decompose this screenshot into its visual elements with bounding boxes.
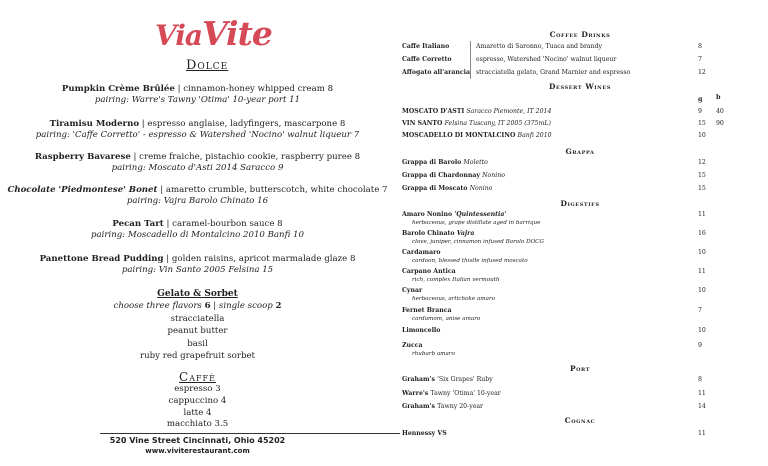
grappa-price: 15 (698, 172, 706, 179)
dessert-desc: | amaretto crumble, butterscotch, white chocolate 7 (160, 185, 388, 195)
dessert-desc: | cinnamon-honey whipped cream 8 (177, 84, 334, 94)
dessert-name: Tiramisu Moderno (49, 119, 140, 129)
wine-row (402, 106, 732, 118)
port-row (402, 388, 732, 400)
wine-glass-price: 9 (698, 108, 702, 115)
dessert-name: Pumpkin Crème Brûlée (61, 84, 175, 94)
grappa-name: Grappa di Chardonnay Nonino (402, 172, 505, 179)
dessert-pairing: pairing: Warre's Tawny 'Otima' 10-year port 11 (94, 95, 301, 105)
port-name: Graham's Tawny 20-year (402, 403, 484, 410)
digestif-name: Carpano Antica (402, 268, 456, 275)
restaurant-website: www.viviterestaurant.com (145, 447, 250, 455)
drink-price: 7 (698, 56, 702, 63)
grappa-price: 15 (698, 185, 706, 192)
digestif-price: 11 (698, 211, 706, 218)
port-row (402, 374, 732, 386)
dessert-name: Pecan Tart (112, 219, 164, 229)
gelato-three-price: 6 (204, 301, 211, 311)
footer-divider (100, 433, 400, 434)
port-heading: Port (569, 364, 591, 373)
digestif-description: herbaceous, grape distillate aged in barrique (412, 220, 541, 226)
drink-price: 12 (698, 69, 706, 76)
grappa-price: 12 (698, 159, 706, 166)
digestif-price: 9 (698, 342, 702, 349)
dolce-heading: Dolce (186, 58, 229, 73)
digestif-description: rich, complex Italian vermouth (412, 277, 500, 283)
dessert-wines-heading: Dessert Wines (549, 82, 611, 91)
gelato-flavor: basil (187, 338, 208, 349)
gelato-single-text: | single scoop (213, 301, 273, 311)
dessert-desc: | espresso anglaise, ladyfingers, mascarpone 8 (141, 119, 346, 129)
coffee-drinks-heading: Coffee Drinks (549, 30, 611, 39)
cognac-heading: Cognac (564, 416, 596, 425)
logo-text-via: Via (155, 19, 203, 52)
dessert-item (0, 152, 395, 174)
cognac-price: 11 (698, 430, 706, 437)
grappa-name: Grappa di Barolo Moletto (402, 159, 488, 166)
digestif-name: Fernet Branca (402, 307, 452, 314)
digestif-description: herbaceous, artichoke amaro (412, 296, 495, 302)
dessert-pairing: pairing: Moscadello di Montalcino 2010 Banfi 10 (91, 230, 304, 240)
restaurant-logo (155, 14, 272, 53)
port-name: Warre's Tawny 'Otima' 10-year (402, 390, 501, 397)
gelato-choose-text: choose three flavors (113, 301, 202, 311)
wine-row (402, 130, 732, 142)
dessert-name: Panettone Bread Pudding (39, 254, 164, 264)
grappa-row (402, 183, 732, 195)
drink-desc: Amaretto di Saronno, Tuaca and brandy (476, 43, 603, 50)
caffe-item: espresso 3 (174, 384, 221, 394)
digestif-price: 11 (698, 268, 706, 275)
caffe-item: latte 4 (183, 407, 212, 418)
wine-row (402, 118, 732, 130)
wine-bottle-price: 40 (716, 108, 724, 115)
dessert-desc: | golden raisins, apricot marmalade glaze 8 (166, 254, 356, 264)
dessert-pairing: pairing: Vin Santo 2005 Felsina 15 (121, 265, 274, 275)
caffe-item: macchiato 3.5 (166, 419, 229, 430)
drink-desc: espresso, Watershed 'Nocino' walnut liqueur (476, 56, 617, 63)
dessert-pairing: pairing: Vajra Barolo Chinato 16 (126, 196, 269, 206)
wine-glass-price: 10 (698, 132, 706, 139)
glass-column-header: g (698, 95, 703, 103)
dessert-item (0, 119, 395, 141)
digestif-description: rhubarb amaro (412, 351, 455, 357)
drink-price: 8 (698, 43, 702, 50)
logo-text-vite: Vite (202, 14, 272, 53)
coffee-drink-row (402, 67, 732, 79)
digestif-name: Cardamaro (402, 249, 441, 256)
digestifs-heading: Digestifs (560, 199, 600, 208)
port-price: 14 (698, 403, 706, 410)
coffee-drink-row (402, 54, 732, 66)
dessert-item (0, 219, 395, 241)
coffee-drink-row (402, 41, 732, 53)
dessert-name: Chocolate 'Piedmontese' Bonet (7, 185, 158, 195)
dessert-item (0, 254, 395, 276)
drink-name: Caffe Italiano (402, 43, 450, 50)
bottle-column-header: b (716, 93, 721, 101)
digestif-name: Zucca (402, 342, 423, 349)
wine-bottle-price: 90 (716, 120, 724, 127)
grappa-heading: Grappa (565, 147, 595, 156)
dessert-item (0, 84, 395, 106)
restaurant-address: 520 Vine Street Cincinnati, Ohio 45202 (109, 436, 286, 445)
dessert-name: Raspberry Bavarese (34, 152, 131, 162)
gelato-instructions (0, 300, 395, 313)
gelato-flavor: stracciatella (170, 313, 225, 324)
digestif-name: Amaro Nonino 'Quintessentia' (402, 211, 507, 218)
port-price: 8 (698, 376, 702, 383)
digestif-description: cardoon, blessed thistle infused moscato (412, 258, 528, 264)
drink-name: Caffe Corretto (402, 56, 452, 63)
digestif-row (402, 325, 732, 337)
digestif-name: Barolo Chinato Vajra (402, 230, 475, 237)
drink-desc: stracciatella gelato, Grand Marnier and espresso (476, 69, 631, 76)
dessert-pairing: pairing: 'Caffe Corretto' - espresso & Watershed 'Nocino' walnut liqueur 7 (35, 130, 360, 140)
digestif-description: clove, juniper, cinnamon infused Barolo DOCG (412, 239, 544, 245)
digestif-description: cardamom, anise amaro (412, 316, 481, 322)
port-name: Graham's 'Six Grapes' Ruby (402, 376, 493, 383)
wine-name: MOSCATO D'ASTI Saracco Piemonte, IT 2014 (402, 108, 552, 115)
digestif-name: Cynar (402, 287, 423, 294)
caffe-item: cappuccino 4 (168, 395, 227, 406)
digestif-price: 10 (698, 249, 706, 256)
dessert-pairing: pairing: Moscato d'Asti 2014 Saracco 9 (111, 163, 284, 173)
grappa-name: Grappa di Moscato Nonino (402, 185, 493, 192)
cognac-name: Hennessy VS (402, 430, 447, 437)
wine-glass-price: 15 (698, 120, 706, 127)
gelato-flavor: ruby red grapefruit sorbet (140, 351, 255, 361)
drink-name: Affogato all'arancia (402, 69, 470, 76)
grappa-row (402, 170, 732, 182)
cognac-row (402, 428, 732, 440)
grappa-row (402, 157, 732, 169)
dessert-desc: | creme fraiche, pistachio cookie, raspberry puree 8 (133, 152, 361, 162)
port-price: 11 (698, 390, 706, 397)
wine-name: VIN SANTO Felsina Tuscany, IT 2005 (375mL) (402, 120, 551, 127)
caffe-heading: Caffè (179, 370, 216, 384)
caffe-list (0, 384, 395, 431)
digestif-price: 7 (698, 307, 702, 314)
port-row (402, 401, 732, 413)
gelato-single-price: 2 (275, 301, 282, 311)
wine-name: MOSCADELLO DI MONTALCINO Banfi 2010 (402, 132, 552, 139)
dessert-desc: | caramel-bourbon sauce 8 (166, 219, 283, 229)
gelato-flavor: peanut butter (167, 326, 228, 336)
digestif-price: 10 (698, 287, 706, 294)
gelato-heading: Gelato & Sorbet (157, 289, 238, 299)
digestif-price: 10 (698, 327, 706, 334)
digestif-price: 16 (698, 230, 706, 237)
gelato-list (0, 300, 395, 363)
digestif-name: Limoncello (402, 327, 441, 334)
dessert-item (0, 185, 395, 207)
